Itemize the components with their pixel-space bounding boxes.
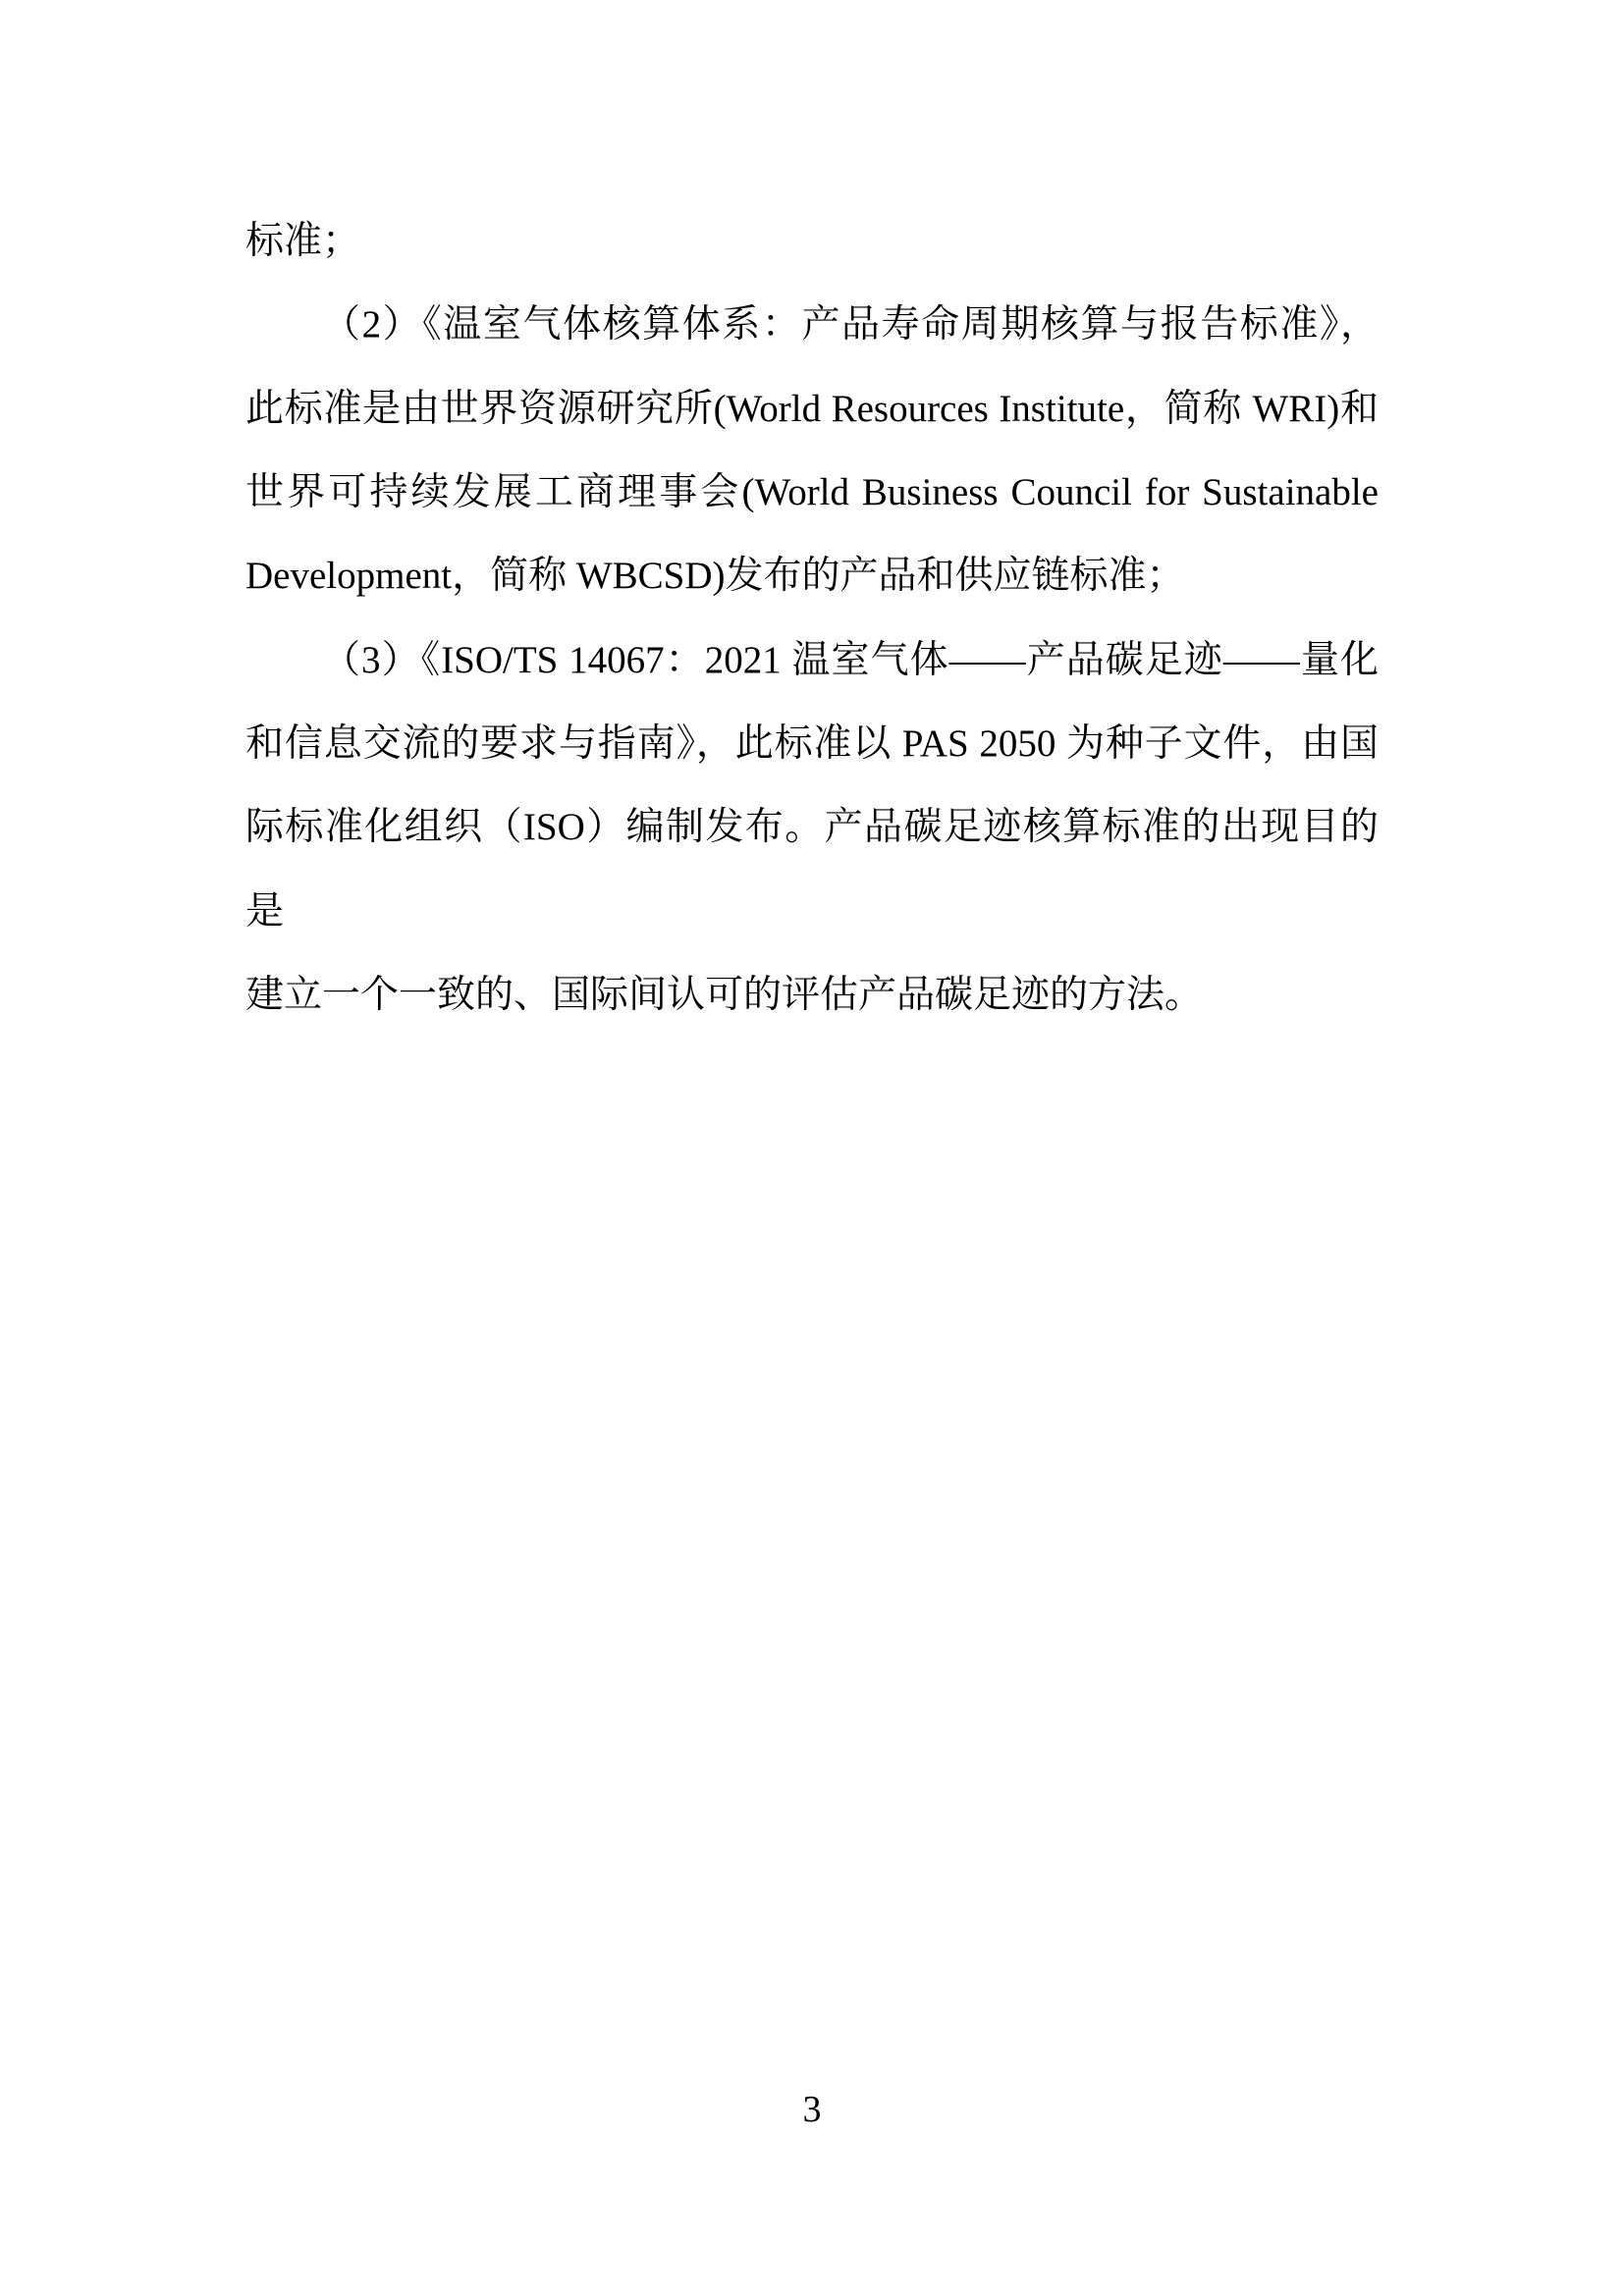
text-line: （3）《ISO/TS 14067：2021 温室气体——产品碳足迹——量化 — [322, 638, 1379, 681]
page-body-text — [245, 199, 1379, 1037]
text-line: Development，简称 WBCSD)发布的产品和供应链标准； — [245, 555, 1185, 598]
page-number: 3 — [802, 2089, 822, 2130]
paragraph-1 — [245, 199, 1379, 283]
text-line: 建立一个一致的、国际间认可的评估产品碳足迹的方法。 — [245, 973, 1204, 1016]
page-footer — [0, 2088, 1624, 2131]
text-line: 和信息交流的要求与指南》，此标准以 PAS 2050 为种子文件，由国 — [245, 721, 1379, 765]
text-line: 际标准化组织（ISO）编制发布。产品碳足迹核算标准的出现目的是 — [245, 806, 1379, 933]
text-line: （2）《温室气体核算体系：产品寿命周期核算与报告标准》， — [322, 303, 1379, 347]
text-line: 世界可持续发展工商理事会(World Business Council for Sustainable — [245, 470, 1379, 513]
text-line: 标准； — [245, 220, 361, 262]
text-line: 此标准是由世界资源研究所(World Resources Institute，简称 WRI)和 — [245, 387, 1379, 430]
paragraph-2 — [245, 283, 1379, 617]
paragraph-3 — [245, 618, 1379, 1038]
